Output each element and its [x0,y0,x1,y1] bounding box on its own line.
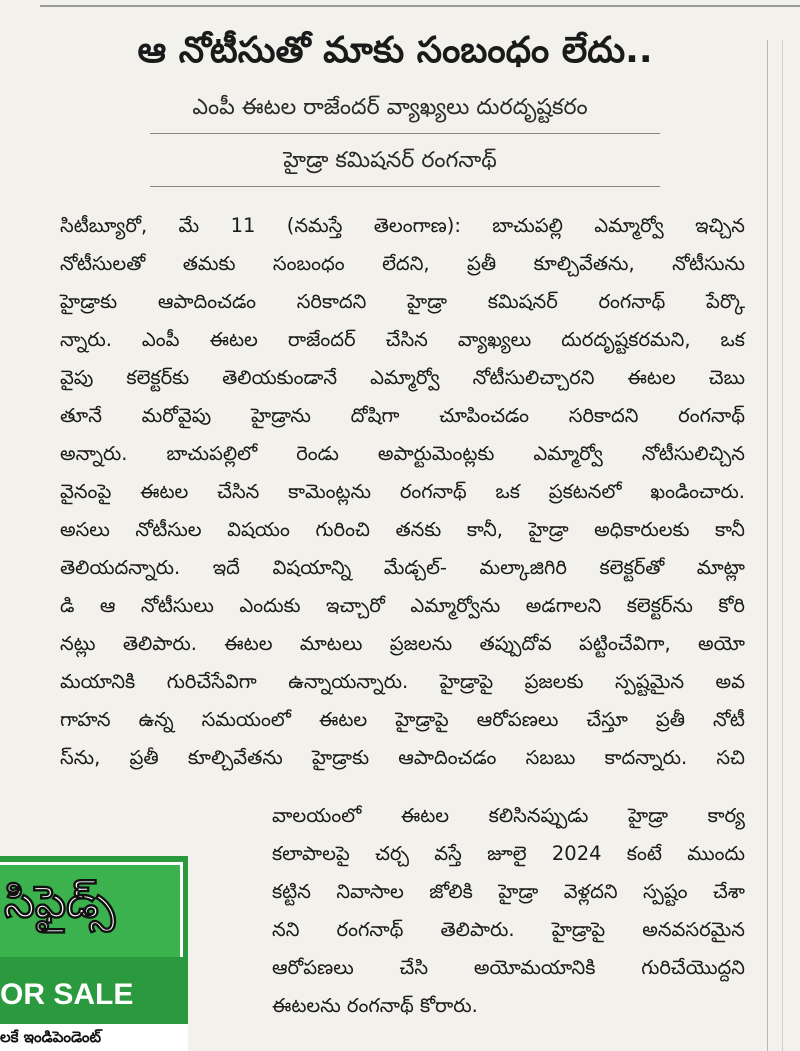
subheadline-2: హైడ్రా కమిషనర్ రంగనాథ్ [283,148,497,173]
column-rule-outer [782,40,783,1051]
article-body [60,207,745,777]
body-line: నట్లు తెలిపారు. ఈటల మాటలు ప్రజలను తప్పుదోవ పట్టించేవిగా, అయో [60,632,745,655]
classifieds-advert[interactable] [0,856,188,1051]
body-line: కలాపాలపై చర్చ వస్తే జూలై 2024 కంటే ముందు [272,842,745,865]
body-line: హైడ్రాకు ఆపాదించడం సరికాదని హైడ్రా కమిషనర్ రంగనాథ్ పేర్కొ [60,290,745,313]
body-line: గాహన ఉన్న సమయంలో ఈటల హైడ్రాపై ఆరోపణలు చేస్తూ ప్రతీ నోటీ [60,708,745,731]
advert-for-sale: OR SALE [0,978,134,1011]
body-line: కట్టిన నివాసాల జోలికి హైడ్రా వెళ్లదని స్పష్టం చేశా [272,880,745,903]
body-line: తూనే మరోవైపు హైడ్రాను దోషిగా చూపించడం సరికాదని రంగనాథ్ [60,404,745,427]
headline: ఆ నోటీసుతో మాకు సంబంధం లేదు.. [137,30,653,71]
advert-footer: లకే ఇండిపెండెంట్ [0,1024,188,1051]
body-line: వాలయంలో ఈటల కలిసినప్పుడు హైడ్రా కార్య [272,804,745,827]
body-line: న్నారు. ఎంపీ ఈటల రాజేందర్ చేసిన వ్యాఖ్యలు దురదృష్టకరమని, ఒక [60,328,745,351]
body-line: మయానికి గురిచేసేవిగా ఉన్నాయన్నారు. హైడ్రాపై ప్రజలకు స్పష్టమైన అవ [60,670,745,693]
body-line: సిటీబ్యూరో, మే 11 (నమస్తే తెలంగాణ): బాచుపల్లి ఎమ్మార్వో ఇచ్చిన [60,214,745,237]
body-line: డి ఆ నోటీసులు ఎందుకు ఇచ్చారో ఎమ్మార్వోను అడగాలని కలెక్టర్‌ను కోరి [60,594,745,617]
body-line: ఈటలను రంగనాథ్ కోరారు. [272,994,478,1017]
body-line: స్‌ను, ప్రతీ కూల్చివేతను హైడ్రాకు ఆపాదించడం సబబు కాదన్నారు. సచి [60,746,745,769]
subheadline-1: ఎంపీ ఈటల రాజేందర్ వ్యాఖ్యలు దురదృష్టకరం [192,95,588,120]
body-line: ఆరోపణలు చేసి అయోమయానికి గురిచేయొద్దని [272,956,745,979]
body-line: వైనంపై ఈటల చేసిన కామెంట్లను రంగనాథ్ ఒక ప్రకటనలో ఖండించారు. [60,480,745,503]
article-body-continued [272,797,745,1025]
body-line: నని రంగనాథ్ తెలిపారు. హైడ్రాపై అనవసరమైన [272,918,745,941]
column-rule [767,40,768,1051]
body-line: తెలియదన్నారు. ఇదే విషయాన్ని మేడ్చల్- మల్కాజిగిరి కలెక్టర్‌తో మాట్లా [60,556,745,579]
body-line: అసలు నోటీసుల విషయం గురించి తనకు కానీ, హైడ్రా అధికారులకు కానీ [60,518,745,541]
top-rule [40,5,800,7]
advert-title: సిఫైడ్స్ [4,877,116,928]
subheadline-rule-2 [150,186,660,187]
body-line: అన్నారు. బాచుపల్లిలో రెండు అపార్టుమెంట్లకు ఎమ్మార్వో నోటీసులిచ్చిన [60,442,745,465]
subheadline-rule-1 [150,133,660,134]
body-line: వైపు కలెక్టర్‌కు తెలియకుండానే ఎమ్మార్వో నోటీసులిచ్చారని ఈటల చెబు [60,366,745,389]
advert-title-panel [0,862,183,957]
body-line: నోటీసులతో తమకు సంబంధం లేదని, ప్రతీ కూల్చివేతను, నోటీసును [60,252,745,275]
